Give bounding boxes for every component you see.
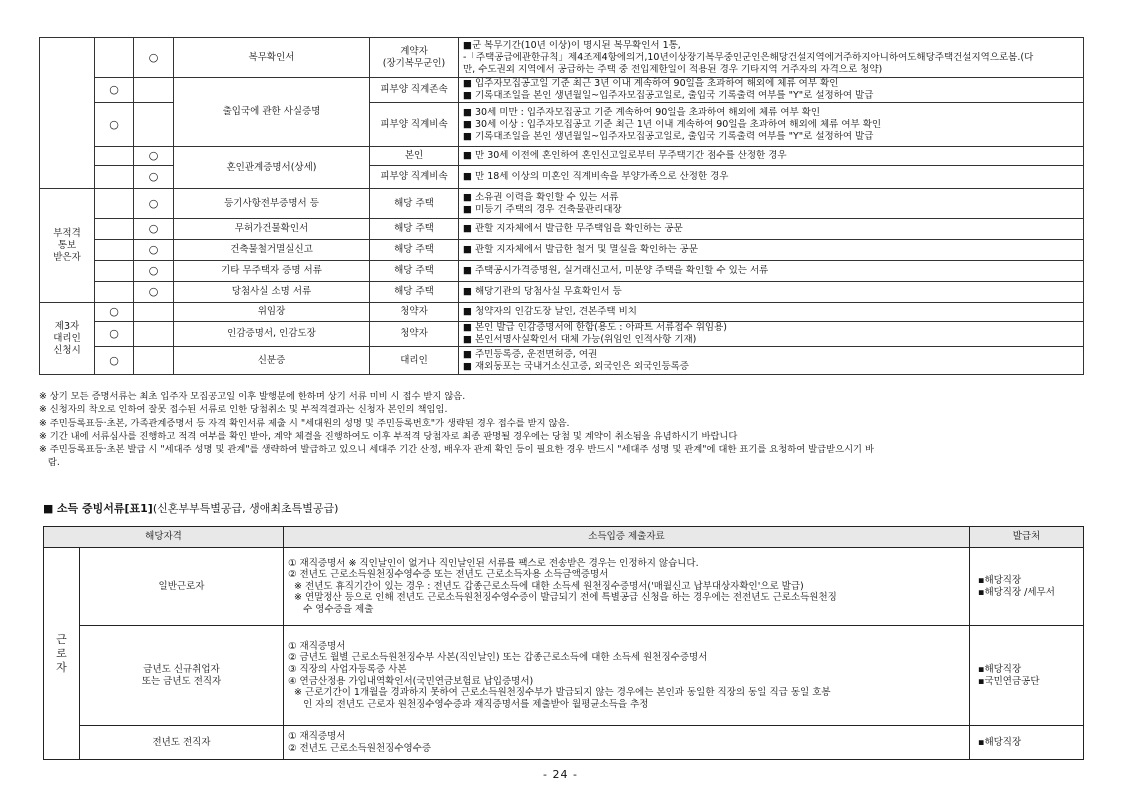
doc-row — [40, 303, 1084, 322]
applicable-mark-m1: ○ — [95, 303, 134, 322]
qualification-cell: 일반근로자 — [80, 548, 284, 626]
target-person: 대리인 — [370, 347, 459, 375]
applicable-mark-m1 — [95, 261, 134, 282]
document-name: 복무확인서 — [174, 38, 370, 78]
document-line: ④ 연금산정용 가입내역확인서(국민연금보험료 납입증명서) — [288, 675, 534, 687]
detail-line: ■ 30세 미만 : 입주자모집공고 기준 계속하여 90일을 초과하여 해외에 체류 여부 확인 — [463, 106, 821, 118]
section-title-rest: (신혼부부특별공급, 생애최초특별공급) — [152, 502, 339, 515]
details-cell — [459, 78, 1084, 103]
target-person: 청약자 — [370, 322, 459, 347]
applicable-mark-m2: ○ — [134, 38, 174, 78]
detail-line: ■군 복무기간(10년 이상)이 명시된 복무확인서 1통, — [463, 39, 681, 51]
applicable-mark-m2: ○ — [134, 219, 174, 240]
document-line: ※ 연말정산 등으로 인해 전년도 근로소득원천징수영수증이 발급되기 전에 특별공급 신청을 하는 경우에는 전전년도 근로소득원천징 — [288, 592, 837, 604]
details-cell — [459, 166, 1084, 189]
detail-line: ■ 기록대조일을 본인 생년월일~입주자모집공고일로, 출입국 기록출력 여부를 "Y"로 설정하여 발급 — [463, 130, 874, 142]
document-line: 인 자의 전년도 근로자 원천징수영수증과 재직증명서를 제출받아 월평균소득을 추정 — [288, 698, 649, 710]
applicable-mark-m1: ○ — [95, 347, 134, 375]
applicable-mark-m1 — [95, 240, 134, 261]
document-name: 인감증명서, 인감도장 — [174, 322, 370, 347]
target-person: 해당 주택 — [370, 240, 459, 261]
issuer-cell — [970, 626, 1084, 726]
doc-row — [40, 78, 1084, 103]
issuer-cell — [970, 726, 1084, 760]
note-line: 람. — [39, 457, 60, 469]
issuer-line: ▪해당직장 /세무서 — [978, 586, 1055, 598]
applicable-mark-m2 — [134, 78, 174, 103]
doc-row — [40, 261, 1084, 282]
qualification-cell: 전년도 전직자 — [80, 726, 284, 760]
applicable-mark-m1: ○ — [95, 103, 134, 147]
header-issuer: 발급처 — [970, 527, 1084, 548]
target-person: 피부양 직계비속 — [370, 166, 459, 189]
details-cell — [459, 240, 1084, 261]
issuer-line: ▪해당직장 — [978, 736, 1022, 748]
target-person: 청약자 — [370, 303, 459, 322]
document-line: ③ 직장의 사업자등록증 사본 — [288, 663, 407, 675]
qualification-cell: 금년도 신규취업자 또는 금년도 전직자 — [80, 626, 284, 726]
target-person: 피부양 직계비속 — [370, 103, 459, 147]
doc-row — [40, 347, 1084, 375]
target-person: 해당 주택 — [370, 261, 459, 282]
applicable-mark-m1 — [95, 166, 134, 189]
detail-line: 만, 수도권외 지역에서 공급하는 주택 중 전입제한일이 적용된 경우 기타지역 거주자의 자격으로 청약) — [463, 63, 883, 75]
document-requirements-table — [39, 37, 1084, 375]
detail-line: ■ 기록대조일을 본인 생년월일~입주자모집공고일로, 출입국 기록출력 여부를 "Y"로 설정하여 발급 — [463, 90, 874, 101]
applicable-mark-m2: ○ — [134, 189, 174, 219]
detail-line: ■ 본인서명사실확인서 대체 가능(위임인 인적사항 기재) — [463, 334, 697, 345]
group-label-nonconform: 부적격 통보 받은자 — [40, 189, 95, 303]
section-title-bold: 소득 증빙서류[표1] — [56, 502, 153, 515]
doc-row — [40, 240, 1084, 261]
document-line: ※ 전년도 휴직기간이 있는 경우 : 전년도 갑종근로소득에 대한 소득세 원천징수증명서('매월신고 납부대상자확인'으로 발급) — [288, 580, 804, 592]
applicable-mark-m2: ○ — [134, 261, 174, 282]
detail-line: ■ 30세 이상 : 입주자모집공고 기준 최근 1년 이내 계속하여 90일을 초과하여 해외에 체류 여부 확인 — [463, 118, 882, 130]
detail-line: ■ 소유권 이력을 확인할 수 있는 서류 — [463, 191, 619, 203]
income-row — [44, 548, 1084, 626]
income-row — [44, 626, 1084, 726]
group-label-empty — [40, 38, 95, 189]
detail-line: ■ 주택공시가격증명원, 실거래신고서, 미분양 주택을 확인할 수 있는 서류 — [463, 265, 769, 276]
document-line: ① 재직증명서 — [288, 640, 346, 652]
detail-line: ■ 재외동포는 국내거소신고증, 외국인은 외국인등록증 — [463, 360, 689, 372]
group-label-proxy: 제3자 대리인 신청시 — [40, 303, 95, 375]
document-name: 신분증 — [174, 347, 370, 375]
target-person: 해당 주택 — [370, 219, 459, 240]
document-name: 등기사항전부증명서 등 — [174, 189, 370, 219]
document-line: ① 재직증명서 ※ 직인날인이 없거나 직인날인된 서류를 팩스로 전송받은 경우는 인정하지 않습니다. — [288, 557, 699, 569]
details-cell — [459, 189, 1084, 219]
applicable-mark-m1: ○ — [95, 78, 134, 103]
document-name: 건축물철거멸실신고 — [174, 240, 370, 261]
detail-line: ■ 관할 지자체에서 발급한 철거 및 멸실을 확인하는 공문 — [463, 244, 699, 255]
details-cell — [459, 347, 1084, 375]
applicable-mark-m1 — [95, 282, 134, 303]
document-name: 당첨사실 소명 서류 — [174, 282, 370, 303]
document-name: 기타 무주택자 증명 서류 — [174, 261, 370, 282]
square-bullet-icon: ■ — [43, 502, 54, 515]
detail-line: ■ 입주자모집공고일 기준 최근 3년 이내 계속하여 90일을 초과하여 해외에 체류 여부 확인 — [463, 78, 839, 89]
doc-row — [40, 322, 1084, 347]
applicable-mark-m1 — [95, 38, 134, 78]
applicable-mark-m1 — [95, 219, 134, 240]
notes-block — [39, 390, 1089, 470]
detail-line: ■ 만 18세 이상의 미혼인 직계비속을 부양가족으로 산정한 경우 — [463, 171, 729, 182]
document-line: 수 영수증을 제출 — [288, 603, 374, 615]
document-name: 혼인관계증명서(상세) — [174, 147, 370, 189]
details-cell — [459, 261, 1084, 282]
issuer-cell — [970, 548, 1084, 626]
detail-line: -「주택공급에관한규칙」제4조제4항에의거,10년이상장기복무중인군인은해당건설지역에거주하지아니하여도해당주택건설지역으로봄.(다 — [463, 51, 1034, 63]
document-line: ② 금년도 월별 근로소득원천징수부 사본(직인날인) 또는 갑종근로소득에 대한 소득세 원천징수증명서 — [288, 652, 708, 664]
applicable-mark-m2: ○ — [134, 147, 174, 166]
doc-row — [40, 219, 1084, 240]
document-line: ② 전년도 근로소득원천징수영수증 — [288, 742, 432, 754]
document-name: 무허가건물확인서 — [174, 219, 370, 240]
detail-line: ■ 본인 발급 인감증명서에 한함(용도 : 아파트 서류접수 위임용) — [463, 322, 727, 333]
applicable-mark-m1 — [95, 147, 134, 166]
note-line: ※ 상기 모든 증명서류는 최초 입주자 모집공고일 이후 발행분에 한하며 상기 서류 미비 시 접수 받지 않음. — [39, 391, 466, 402]
group-label-worker: 근 로 자 — [44, 548, 80, 760]
detail-line: ■ 만 30세 이전에 혼인하여 혼인신고일로부터 무주택기간 점수를 산정한 경우 — [463, 150, 787, 161]
issuer-line: ▪해당직장 — [978, 663, 1022, 675]
applicable-mark-m2 — [134, 322, 174, 347]
target-person: 계약자 (장기복무군인) — [370, 38, 459, 78]
target-person: 해당 주택 — [370, 282, 459, 303]
applicable-mark-m2 — [134, 303, 174, 322]
doc-row — [40, 282, 1084, 303]
detail-line: ■ 청약자의 인감도장 날인, 견본주택 비치 — [463, 306, 637, 317]
note-line: ※ 신청자의 착오로 인하여 잘못 접수된 서류로 인한 당첨취소 및 부적격결과는 신청자 본인의 책임임. — [39, 404, 448, 416]
applicable-mark-m2: ○ — [134, 166, 174, 189]
applicable-mark-m2: ○ — [134, 282, 174, 303]
details-cell — [459, 322, 1084, 347]
applicable-mark-m1 — [95, 189, 134, 219]
income-row — [44, 726, 1084, 760]
target-person: 피부양 직계존속 — [370, 78, 459, 103]
issuer-line: ▪국민연금공단 — [978, 675, 1040, 687]
issuer-line: ▪해당직장 — [978, 574, 1022, 586]
detail-line: ■ 관할 지자체에서 발급한 무주택임을 확인하는 공문 — [463, 223, 683, 234]
detail-line: ■ 주민등록증, 운전면허증, 여권 — [463, 348, 598, 360]
details-cell — [459, 282, 1084, 303]
applicable-mark-m2: ○ — [134, 240, 174, 261]
header-qualification: 해당자격 — [44, 527, 284, 548]
documents-cell — [284, 626, 970, 726]
note-line: ※ 주민등록표등·초본, 가족관계증명서 등 자격 확인서류 제출 시 "세대원의 성명 및 주민등록번호"가 생략된 경우 접수를 받지 않음. — [39, 417, 570, 429]
note-line: ※ 기간 내에 서류심사를 진행하고 적격 여부를 확인 받아, 계약 체결을 진행하여도 이후 부적격 당첨자로 최종 판명될 경우에는 당첨 및 계약이 취소됨을 유념하시기 바랍니다 — [39, 430, 738, 442]
details-cell — [459, 103, 1084, 147]
applicable-mark-m2 — [134, 103, 174, 147]
document-line: ② 전년도 근로소득원천징수영수증 또는 전년도 근로소득자용 소득금액증명서 — [288, 569, 609, 581]
doc-row — [40, 189, 1084, 219]
note-line: ※ 주민등록표등·초본 발급 시 "세대주 성명 및 관계"를 생략하여 발급하고 있으니 세대주 기간 산정, 배우자 관계 확인 등이 필요한 경우 반드시 "세대주 성명 및 관계"에 대한 표기를 요청하여 발급받으시기 바 — [39, 444, 874, 456]
income-proof-table — [43, 526, 1084, 760]
header-documents: 소득입증 제출자료 — [284, 527, 970, 548]
document-line: ※ 근로기간이 1개월을 경과하지 못하여 근로소득원천징수부가 발급되지 않는 경우에는 본인과 동일한 직장의 동일 직급 동일 호봉 — [288, 687, 831, 699]
doc-row — [40, 147, 1084, 166]
applicable-mark-m1: ○ — [95, 322, 134, 347]
details-cell — [459, 147, 1084, 166]
documents-cell — [284, 548, 970, 626]
detail-line: ■ 해당기관의 당첨사실 무효확인서 등 — [463, 286, 622, 297]
document-name: 위임장 — [174, 303, 370, 322]
page-number: - 24 - — [543, 768, 578, 781]
document-name: 출입국에 관한 사실증명 — [174, 78, 370, 147]
document-line: ① 재직증명서 — [288, 730, 346, 742]
detail-line: ■ 미등기 주택의 경우 건축물관리대장 — [463, 203, 622, 215]
target-person: 해당 주택 — [370, 189, 459, 219]
documents-cell — [284, 726, 970, 760]
details-cell — [459, 303, 1084, 322]
doc-row — [40, 38, 1084, 78]
target-person: 본인 — [370, 147, 459, 166]
details-cell — [459, 219, 1084, 240]
details-cell — [459, 38, 1084, 78]
section-title — [43, 502, 338, 516]
applicable-mark-m2 — [134, 347, 174, 375]
